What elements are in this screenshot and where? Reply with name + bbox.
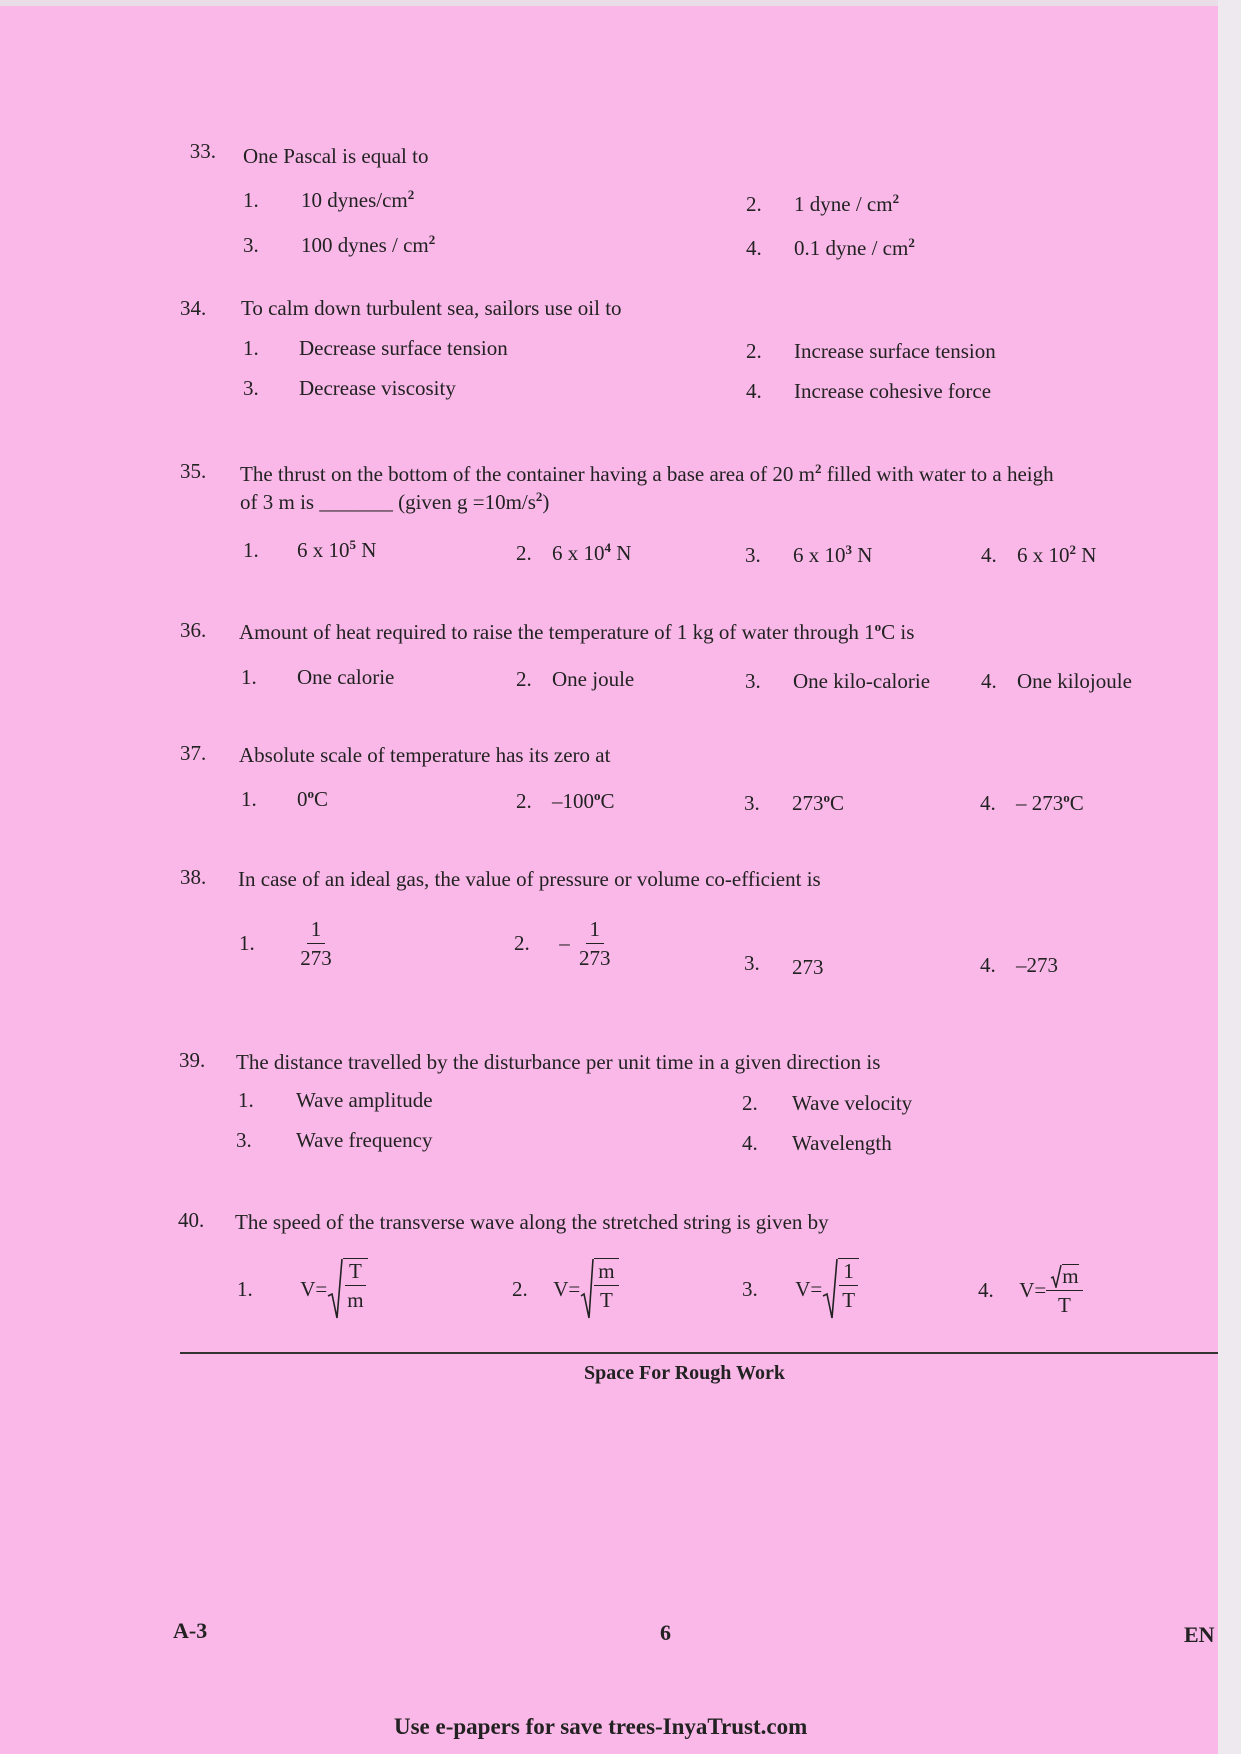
option-2[interactable]: 2. V= $\frac{m}{T}$ [512, 1258, 619, 1320]
option-4[interactable]: 4. V= $\frac{m}{T}$ [978, 1264, 1083, 1317]
option-2[interactable]: 2. –100$^o$C [516, 788, 615, 813]
option-3[interactable]: 3. 100 dynes / $cm^2$ [243, 232, 436, 257]
option-3[interactable]: 3. 273 [744, 951, 824, 979]
divider-rule [180, 1352, 1220, 1354]
question-number: 35. [180, 459, 207, 483]
website-note: Use e-papers for save trees-InyaTrust.com [394, 1714, 808, 1739]
option-4[interactable]: 4. Wavelength [742, 1131, 892, 1155]
option-4[interactable]: 4. One kilojoule [981, 669, 1132, 693]
sqrt-symbol: m [1050, 1264, 1078, 1288]
question-number: 38. [180, 865, 207, 889]
question-text: Amount of heat required to raise the temperature of 1 kg of water through 1$^o$C is [239, 619, 915, 644]
option-3[interactable]: 3. Decrease viscosity [243, 376, 456, 400]
option-1[interactable]: 1. $\frac{1}{273}$ [239, 917, 336, 970]
question-number: 33. [189, 139, 216, 163]
option-2[interactable]: 2. 1 dyne / $cm^2$ [746, 191, 900, 216]
option-2[interactable]: 2. Wave velocity [742, 1091, 913, 1115]
sqrt-symbol: $\frac{1}{T}$ [822, 1258, 859, 1320]
question-text: Absolute scale of temperature has its zero at [239, 743, 611, 767]
option-1[interactable]: 1. 10 dynes/$cm^2$ [243, 187, 415, 212]
option-1[interactable]: 1. 0$^o$C [241, 786, 329, 811]
option-3[interactable]: 3. V= $\frac{1}{T}$ [742, 1258, 859, 1320]
language-code: EN [1184, 1622, 1215, 1647]
formula: V= $\frac{m}{T}$ [1019, 1264, 1082, 1317]
question-text: The speed of the transverse wave along the stretched string is given by [235, 1210, 829, 1234]
paper-code: A-3 [173, 1618, 208, 1643]
option-2[interactable]: 2. – $\frac{1}{273}$ [514, 917, 615, 970]
option-4[interactable]: 4. –273 [980, 953, 1058, 977]
option-1[interactable]: 1. Wave amplitude [238, 1088, 433, 1112]
option-4[interactable]: 4. 0.1 dyne / $cm^2$ [746, 235, 915, 260]
question-number: 34. [180, 296, 207, 320]
question-number: 36. [180, 618, 207, 642]
option-4[interactable]: 4. – 273$^o$C [980, 790, 1084, 815]
option-3[interactable]: 3. One kilo-calorie [745, 669, 931, 693]
sqrt-symbol: $\frac{m}{T}$ [580, 1258, 618, 1320]
question-text-line-2: of 3 m is _______ (given $g =10m/s^2$) [240, 489, 550, 514]
question-text: In case of an ideal gas, the value of pressure or volume co-efficient is [238, 867, 821, 891]
option-3[interactable]: 3. 6 x $10^3$ N [745, 542, 873, 567]
option-2[interactable]: 2. 6 x $10^4$ N [516, 540, 632, 565]
page-number: 6 [660, 1620, 671, 1645]
fraction: $\frac{1}{273}$ [579, 917, 611, 970]
page-edge [1218, 0, 1241, 1754]
question-text: The thrust on the bottom of the container having a base area of 20 $m^2$ filled with water to a heigh [240, 461, 1054, 486]
formula: V= $\frac{1}{T}$ [795, 1258, 859, 1320]
sqrt-symbol: $\frac{T}{m}$ [327, 1258, 367, 1320]
fraction: $\frac{1}{273}$ [300, 917, 332, 970]
question-number: 40. [178, 1208, 205, 1232]
option-4[interactable]: 4. Increase cohesive force [746, 379, 992, 403]
option-3[interactable]: 3. Wave frequency [236, 1128, 433, 1152]
question-number: 37. [180, 741, 207, 765]
formula: V= $\frac{m}{T}$ [553, 1258, 618, 1320]
question-number: 39. [179, 1048, 206, 1072]
option-2[interactable]: 2. Increase surface tension [746, 339, 996, 363]
fraction: $\frac{m}{T}$ [1046, 1264, 1082, 1317]
option-1[interactable]: 1. Decrease surface tension [243, 336, 508, 360]
option-1[interactable]: 1. 6 x $10^5$ N [243, 537, 377, 562]
option-2[interactable]: 2. One joule [516, 667, 635, 691]
question-page [0, 6, 1218, 1754]
formula: V= $\frac{T}{m}$ [300, 1258, 367, 1320]
option-1[interactable]: 1. V= $\frac{T}{m}$ [237, 1258, 368, 1320]
option-3[interactable]: 3. 273$^o$C [744, 790, 845, 815]
option-1[interactable]: 1. One calorie [241, 665, 395, 689]
question-text: The distance travelled by the disturbance per unit time in a given direction is [236, 1050, 881, 1074]
question-text: To calm down turbulent sea, sailors use oil to [241, 296, 622, 320]
rough-work-label: Space For Rough Work [584, 1362, 785, 1384]
question-text: One Pascal is equal to [243, 144, 429, 168]
option-4[interactable]: 4. 6 x $10^2$ N [981, 542, 1097, 567]
